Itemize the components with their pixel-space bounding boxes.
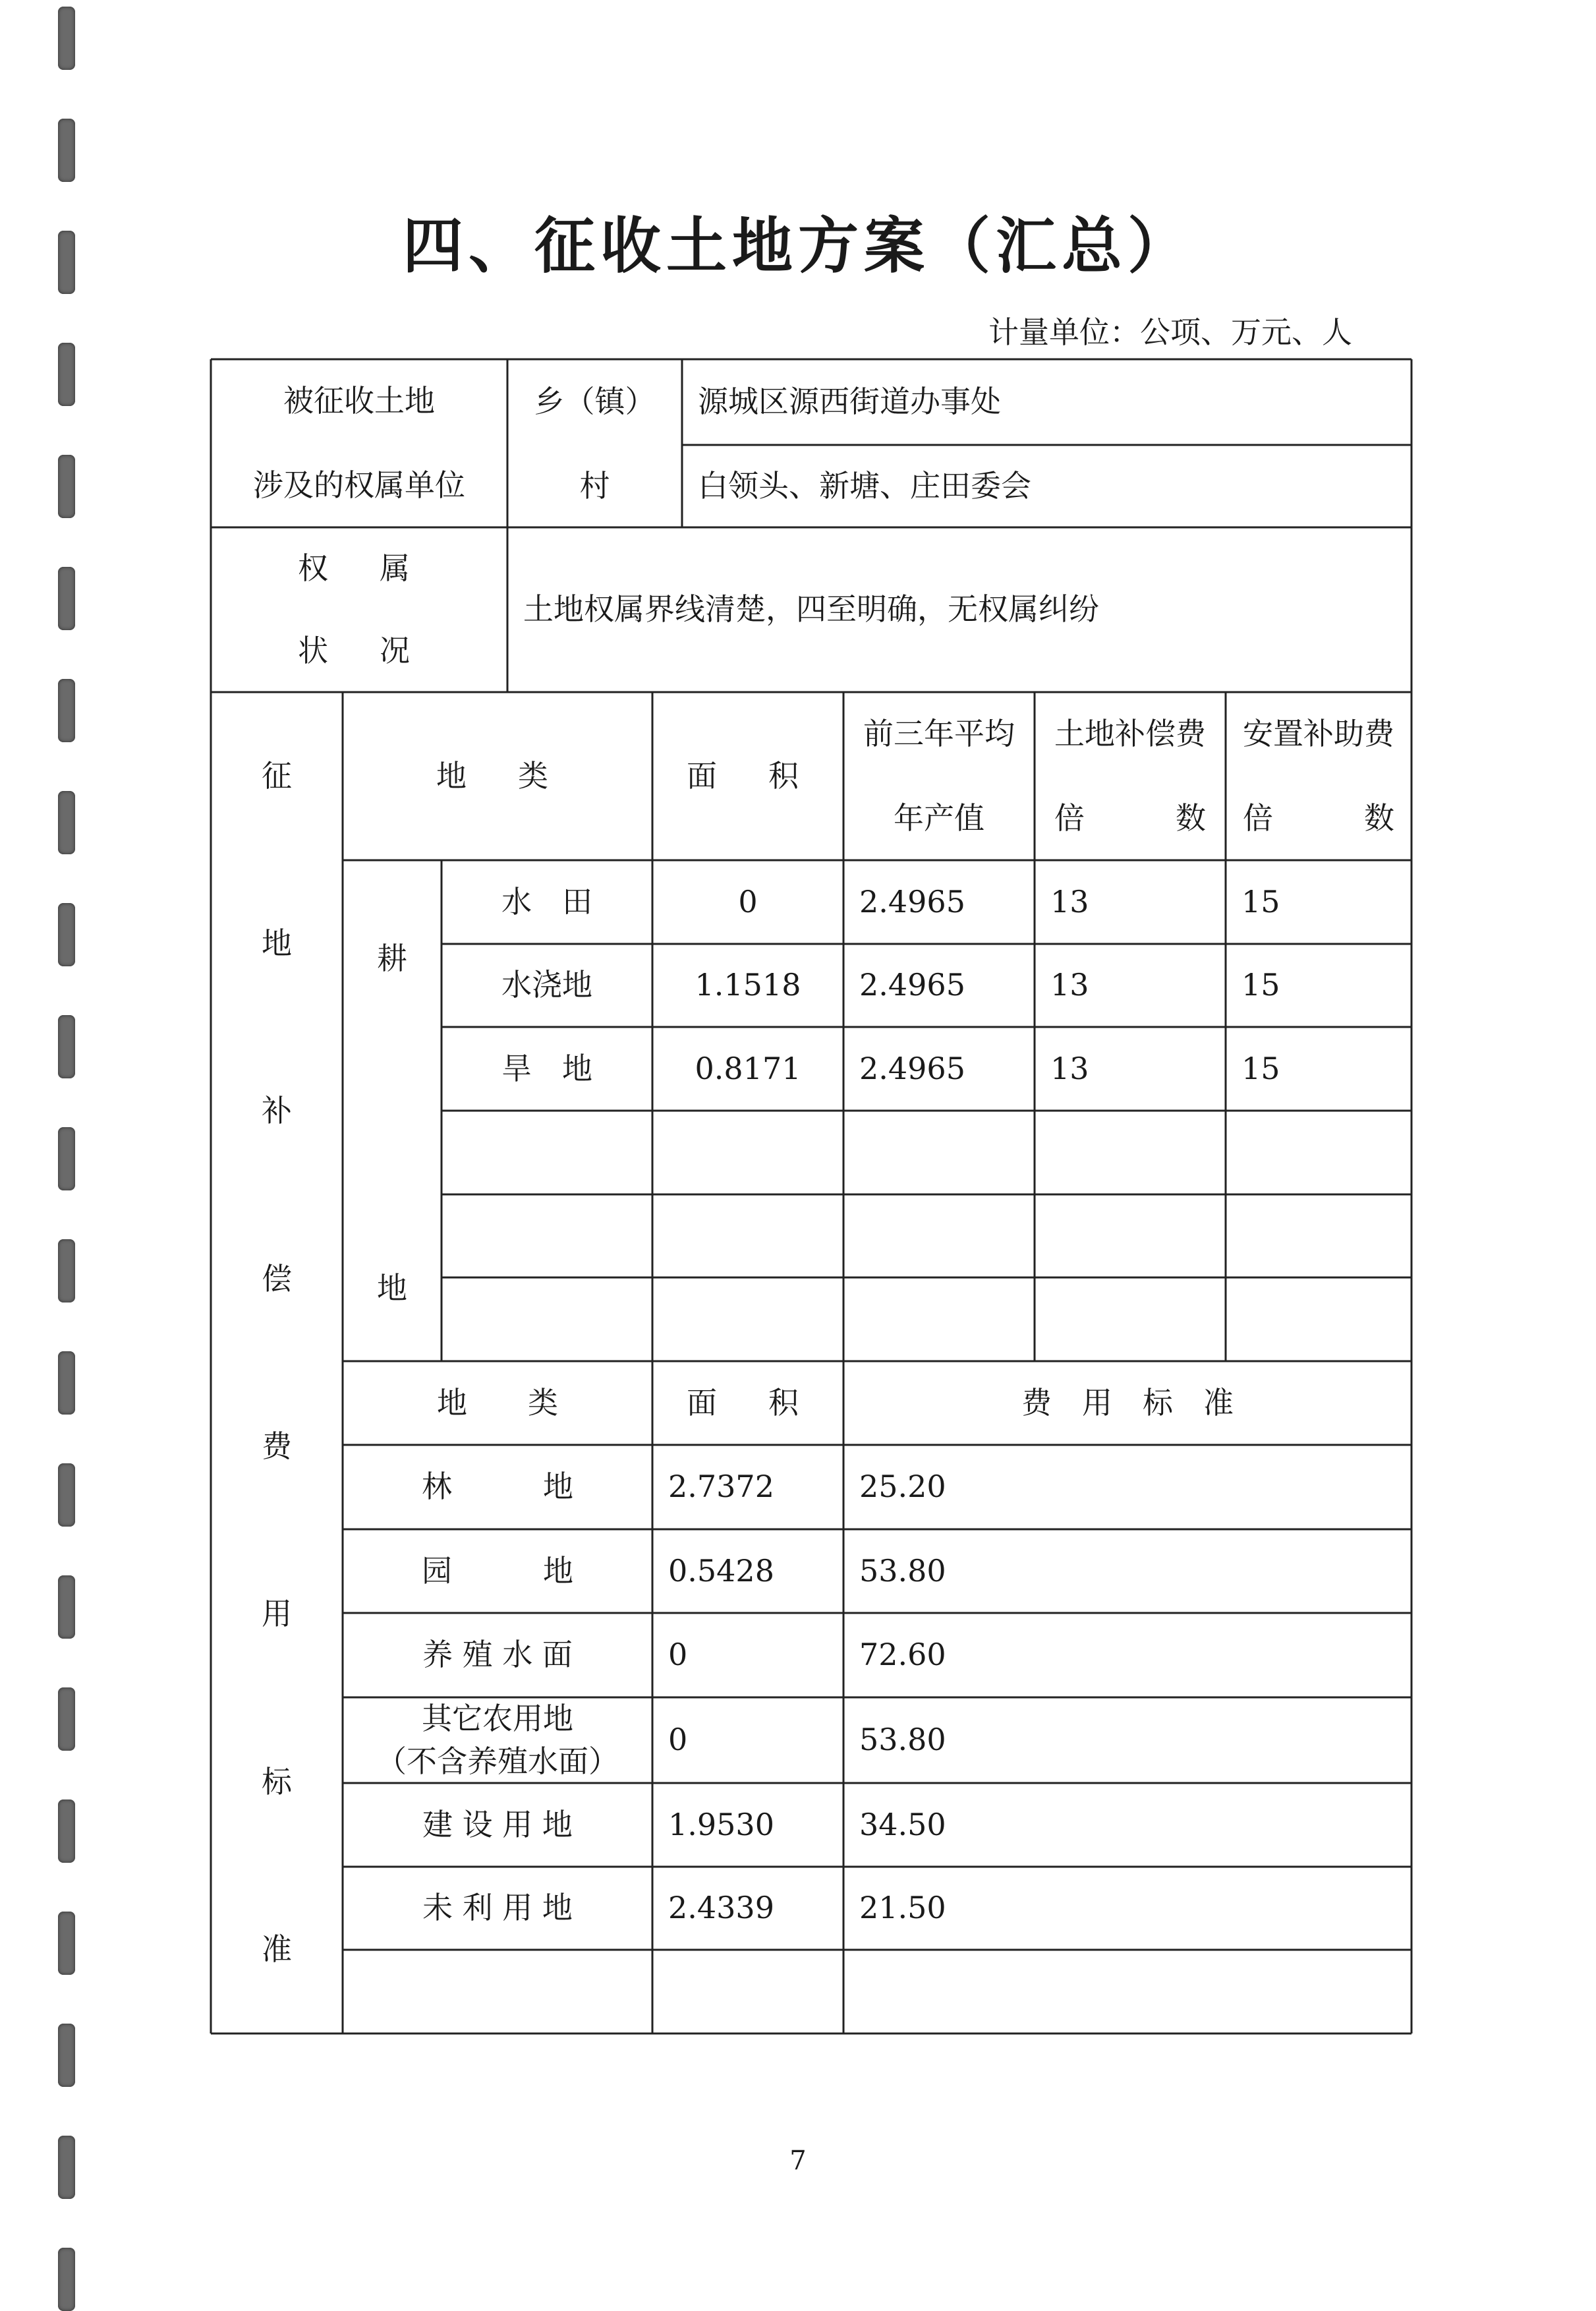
- other-row-type: [343, 1697, 652, 1783]
- header-land-type: 地 类: [436, 757, 559, 794]
- ownership-status-label: [211, 527, 507, 692]
- other-row-area: 1.9530: [668, 1806, 774, 1842]
- other-row-standard: 25.20: [859, 1469, 946, 1505]
- other-header-area: 面 积: [687, 1384, 809, 1420]
- arable-row-area: 0: [738, 883, 758, 920]
- arable-label-bottom: 地: [377, 1270, 407, 1306]
- page-number: 7: [789, 2146, 807, 2176]
- other-row-type: 园 地: [422, 1552, 573, 1589]
- side-label-char: 地: [262, 925, 292, 961]
- arable-row-type: 水浇地: [501, 967, 592, 1003]
- ownership-status-label-line1: 权 属: [298, 550, 420, 586]
- header-resettle-line2a: 倍: [1243, 800, 1273, 836]
- header-area: 面 积: [687, 757, 809, 794]
- header-avg-output: [843, 692, 1035, 860]
- side-label-char: 费: [262, 1428, 292, 1465]
- other-row-standard: 72.60: [859, 1637, 946, 1673]
- arable-row-avg-output: 2.4965: [859, 967, 965, 1003]
- arable-row-area: 0.8171: [695, 1050, 801, 1086]
- other-row-area: 0: [668, 1637, 688, 1673]
- other-row-type-line2: （不含养殖水面）: [376, 1743, 619, 1779]
- header-resettle-line1: 安置补助费: [1243, 716, 1394, 752]
- side-label-char: 征: [262, 757, 292, 794]
- header-land-comp: [1035, 692, 1226, 860]
- other-row-area: 0: [668, 1722, 688, 1758]
- arable-row-land-multiple: 13: [1050, 967, 1089, 1003]
- unit-note: 计量单位：公项、万元、人: [988, 314, 1352, 350]
- header-land-comp-line1: 土地补偿费: [1054, 716, 1206, 752]
- other-row-type: 养 殖 水 面: [422, 1637, 573, 1673]
- other-row-type: 林 地: [422, 1469, 573, 1505]
- side-label-char: 补: [262, 1093, 292, 1129]
- other-row-standard: 53.80: [859, 1552, 946, 1589]
- side-label-char: 准: [262, 1931, 292, 1968]
- ownership-unit-label-line2: 涉及的权属单位: [253, 467, 465, 503]
- header-land-comp-line2a: 倍: [1054, 800, 1085, 836]
- arable-row-resettle-multiple: 15: [1241, 1050, 1280, 1086]
- arable-row-land-multiple: 13: [1050, 883, 1089, 920]
- other-row-standard: 21.50: [859, 1890, 946, 1926]
- other-row-standard: 34.50: [859, 1806, 946, 1842]
- arable-row-type: 旱 地: [501, 1050, 592, 1086]
- other-row-type: 建 设 用 地: [422, 1806, 573, 1842]
- header-land-comp-line2b: 数: [1176, 800, 1206, 836]
- header-avg-output-line1: 前三年平均: [863, 716, 1015, 752]
- page-title: 四、征收土地方案（汇总）: [402, 210, 1193, 281]
- side-label-char: 标: [262, 1763, 292, 1799]
- header-resettle-line2b: 数: [1364, 800, 1394, 836]
- arable-row-resettle-multiple: 15: [1241, 967, 1280, 1003]
- village-label: 村: [579, 467, 610, 504]
- ownership-status-label-line2: 状 况: [298, 632, 420, 668]
- arable-row-resettle-multiple: 15: [1241, 883, 1280, 920]
- other-row-type-line1: 其它农用地: [422, 1700, 573, 1736]
- ownership-unit-label-line1: 被征收土地: [283, 383, 435, 419]
- other-row-area: 2.7372: [668, 1469, 774, 1505]
- arable-row-area: 1.1518: [695, 967, 801, 1003]
- other-row-area: 0.5428: [668, 1552, 774, 1589]
- side-label-char: 用: [262, 1596, 292, 1632]
- ownership-status-value: 土地权属界线清楚，四至明确，无权属纠纷: [523, 591, 1099, 628]
- arable-row-avg-output: 2.4965: [859, 1050, 965, 1086]
- other-header-land-type: 地 类: [437, 1384, 558, 1420]
- header-avg-output-line2: 年产值: [894, 800, 984, 836]
- other-row-area: 2.4339: [668, 1890, 774, 1926]
- other-row-type: 未 利 用 地: [422, 1890, 573, 1926]
- arable-label-top: 耕: [377, 941, 407, 977]
- header-resettle: [1226, 692, 1411, 860]
- other-header-standard: 费 用 标 准: [1021, 1384, 1234, 1420]
- arable-row-avg-output: 2.4965: [859, 883, 965, 920]
- township-value: 源城区源西街道办事处: [698, 384, 1001, 420]
- village-value: 白领头、新塘、庄田委会: [698, 467, 1031, 504]
- side-label-char: 偿: [262, 1260, 292, 1297]
- other-row-standard: 53.80: [859, 1722, 946, 1758]
- township-label: 乡（镇）: [534, 384, 656, 420]
- ownership-unit-label: [211, 359, 507, 527]
- arable-row-land-multiple: 13: [1050, 1050, 1089, 1086]
- arable-row-type: 水 田: [501, 883, 592, 920]
- compensation-side-label: [211, 692, 343, 2033]
